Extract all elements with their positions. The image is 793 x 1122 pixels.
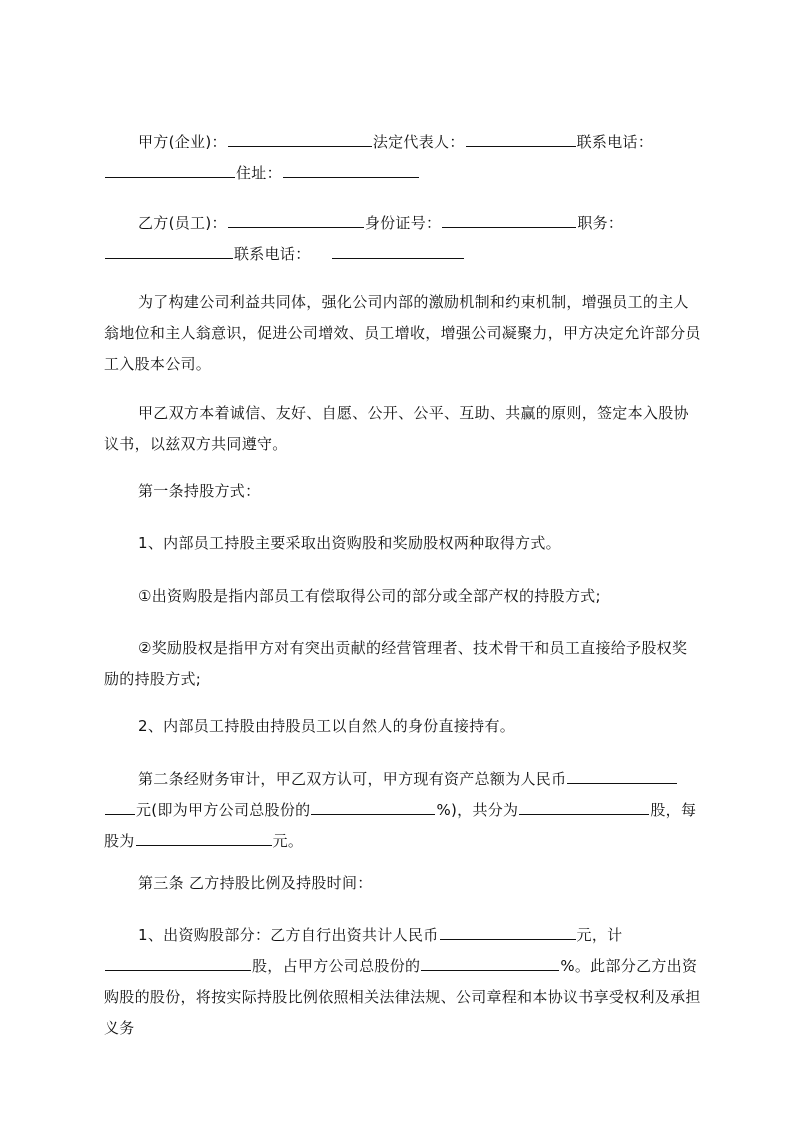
article-3-text-4: %。此部分乙方出资购股的股份，将按实际持股比例依照相关法律法规、公司章程和本协议书享受权利及承担义务 (104, 957, 701, 1037)
party-a-block (104, 127, 702, 189)
article-2-text-4: 股， (650, 801, 681, 819)
party-a-phone-blank[interactable] (105, 162, 235, 178)
legal-rep-label: 法定代表人： (372, 133, 465, 151)
article-2-text-3: %)，共分为 (436, 801, 519, 819)
article-3-item-1 (104, 920, 702, 1044)
investment-amount-blank[interactable] (440, 924, 576, 940)
article-3-text-3: 股，占甲方公司总股份的 (252, 957, 421, 975)
position-label: 职务： (577, 214, 624, 232)
intro-paragraph-2: 甲乙双方本着诚信、友好、自愿、公开、公平、互助、共赢的原则，签定本入股协议书，以兹双方共同遵守。 (104, 404, 689, 453)
share-count-blank[interactable] (519, 799, 649, 815)
article-2-text-5: 每股为 (104, 801, 697, 850)
purchased-shares-blank[interactable] (105, 955, 251, 971)
party-b-block (104, 208, 702, 270)
party-b-phone-label: 联系电话： (234, 245, 311, 263)
intro-paragraph-1: 为了构建公司利益共同体，强化公司内部的激励机制和约束机制，增强员工的主人翁地位和主人翁意识，促进公司增效、员工增收，增强公司凝聚力，甲方决定允许部分员工入股本公司。 (104, 293, 701, 373)
party-a-phone-label: 联系电话： (576, 133, 654, 151)
total-assets-blank-cont[interactable] (105, 799, 135, 815)
ownership-percent-blank[interactable] (421, 955, 559, 971)
party-a-label: 甲方(企业)： (138, 133, 227, 151)
party-b-phone-blank[interactable] (332, 243, 464, 259)
price-per-share-blank[interactable] (136, 830, 272, 846)
article-2-block (104, 764, 702, 857)
article-1-title: 第一条持股方式： (138, 482, 261, 500)
party-b-name-blank[interactable] (228, 212, 364, 228)
article-1-item-2: 2、内部员工持股由持股员工以自然人的身份直接持有。 (138, 717, 516, 735)
id-number-blank[interactable] (442, 212, 576, 228)
article-3-text-1: 1、出资购股部分：乙方自行出资共计人民币 (138, 926, 439, 944)
article-2-text-6: 元。 (272, 832, 304, 850)
article-3-title: 第三条 乙方持股比例及持股时间： (138, 874, 373, 892)
article-1-item-1: 1、内部员工持股主要采取出资购股和奖励股权两种取得方式。 (138, 534, 561, 552)
party-a-address-label: 住址： (236, 164, 282, 182)
article-2-text-1: 第二条经财务审计，甲乙双方认可，甲方现有资产总额为人民币 (138, 770, 567, 788)
position-blank[interactable] (105, 243, 233, 259)
article-1-item-1a: ①出资购股是指内部员工有偿取得公司的部分或全部产权的持股方式; (138, 587, 601, 605)
legal-rep-blank[interactable] (466, 131, 576, 147)
share-percent-blank[interactable] (311, 799, 435, 815)
article-2-text-2: 元(即为甲方公司总股份的 (136, 801, 311, 819)
party-b-label: 乙方(员工)： (138, 214, 227, 232)
party-a-name-blank[interactable] (228, 131, 372, 147)
total-assets-blank[interactable] (567, 768, 677, 784)
party-a-address-blank[interactable] (283, 162, 419, 178)
article-1-item-1b: ②奖励股权是指甲方对有突出贡献的经营管理者、技术骨干和员工直接给予股权奖励的持股方式; (104, 639, 688, 688)
article-3-text-2: 元，计 (576, 926, 623, 944)
id-number-label: 身份证号： (364, 214, 442, 232)
